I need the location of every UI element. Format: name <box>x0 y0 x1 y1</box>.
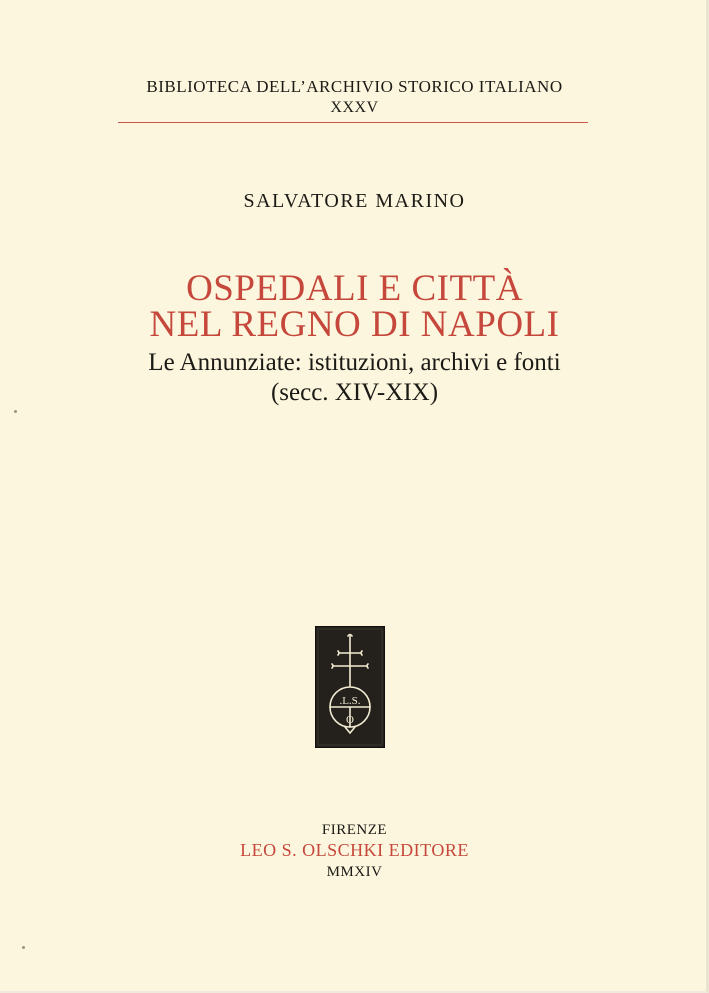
subtitle-line-2: (secc. XIV-XIX) <box>270 379 439 406</box>
book-title-line-1: OSPEDALI E CITTÀ <box>186 268 523 309</box>
publication-year: MMXIV <box>326 864 383 880</box>
cross-emblem-icon <box>315 626 385 748</box>
subtitle-line-1: Le Annunziate: istituzioni, archivi e fonti <box>148 349 561 376</box>
emblem-letter-bottom: O <box>346 714 354 726</box>
paper-speck <box>22 946 25 949</box>
paper-speck <box>14 410 17 413</box>
publisher-emblem <box>315 626 385 748</box>
series-title: BIBLIOTECA DELL’ARCHIVIO STORICO ITALIANO <box>146 77 563 96</box>
author-name: SALVATORE MARINO <box>243 190 466 212</box>
book-title-line-2: NEL REGNO DI NAPOLI <box>149 304 560 345</box>
series-number: XXXV <box>330 99 379 116</box>
emblem-letters-top: .L.S. <box>339 695 361 707</box>
divider-rule <box>118 122 588 123</box>
publisher-city: FIRENZE <box>321 822 388 838</box>
publisher-name: LEO S. OLSCHKI EDITORE <box>240 840 469 860</box>
